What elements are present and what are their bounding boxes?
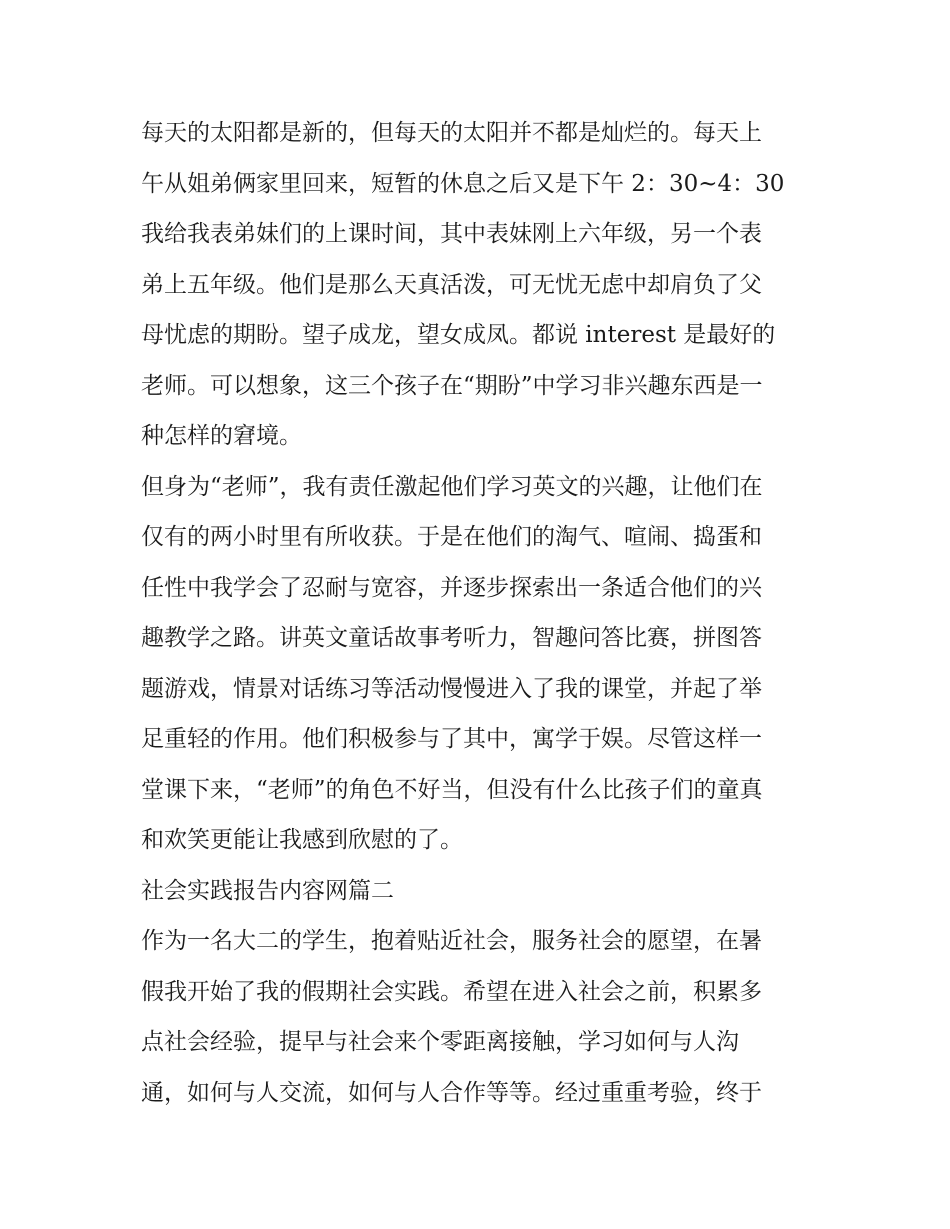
text-line: 通，如何与人交流，如何与人合作等等。经过重重考验，终于 [141, 1079, 762, 1106]
text-line: 堂课下来，“老师”的角色不好当，但没有什么比孩子们的童真 [141, 776, 763, 803]
document-body [141, 108, 813, 1118]
text-line: 但身为“老师”，我有责任激起他们学习英文的兴趣，让他们在 [141, 473, 763, 500]
text-line: 弟上五年级。他们是那么天真活泼，可无忧无虑中却肩负了父 [141, 271, 762, 298]
text-line: 每天的太阳都是新的，但每天的太阳并不都是灿烂的。每天上 [141, 120, 762, 146]
text-line: 点社会经验，提早与社会来个零距离接触，学习如何与人沟 [141, 1029, 739, 1055]
text-line: 和欢笑更能让我感到欣慰的了。 [141, 827, 463, 853]
text-line: 午从姐弟俩家里回来，短暂的休息之后又是下午 2：30~4：30 [141, 170, 785, 197]
text-line: 种怎样的窘境。 [141, 423, 302, 449]
text-line: 作为一名大二的学生，抱着贴近社会，服务社会的愿望，在暑 [141, 928, 762, 954]
text-line: 题游戏，情景对话练习等活动慢慢进入了我的课堂，并起了举 [141, 675, 762, 702]
text-line: 我给我表弟妹们的上课时间，其中表妹刚上六年级，另一个表 [141, 221, 762, 247]
text-line: 趣教学之路。讲英文童话故事考听力，智趣问答比赛，拼图答 [141, 625, 762, 651]
text-line: 假我开始了我的假期社会实践。希望在进入社会之前，积累多 [141, 978, 762, 1005]
text-line: 足重轻的作用。他们积极参与了其中，寓学于娱。尽管这样一 [141, 726, 762, 752]
text-line: 老师。可以想象，这三个孩子在“期盼”中学习非兴趣东西是一 [141, 372, 763, 399]
text-line: 仅有的两小时里有所收获。于是在他们的淘气、喧闹、捣蛋和 [141, 524, 762, 550]
text-line: 母忧虑的期盼。望子成龙，望女成凤。都说 interest 是最好的 [141, 322, 776, 348]
section-heading: 社会实践报告内容网篇二 [141, 877, 394, 904]
text-line: 任性中我学会了忍耐与宽容，并逐步探索出一条适合他们的兴 [141, 574, 762, 601]
